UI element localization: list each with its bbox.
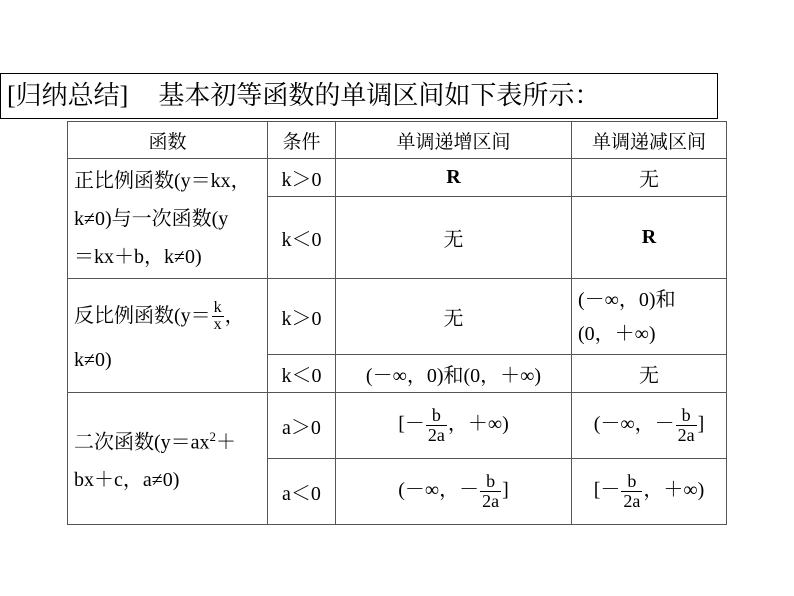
function-linear-line3: ＝kx＋b，k≠0)	[74, 245, 202, 268]
decreasing-cell	[572, 393, 727, 459]
interval-prefix: (－∞，－	[398, 479, 480, 502]
decreasing-cell: 无	[572, 355, 727, 393]
monotonic-interval-table	[67, 121, 727, 525]
function-quadratic-post: ＋	[216, 431, 237, 454]
interval-prefix: [－	[398, 413, 425, 436]
fraction-denominator: x	[213, 316, 222, 334]
interval-prefix: (－∞，－	[593, 413, 675, 436]
fraction-numerator: b	[676, 406, 697, 426]
decreasing-cell: R	[572, 197, 727, 279]
increasing-cell	[336, 393, 572, 459]
fraction-b-over-2a	[621, 472, 642, 511]
table-row	[68, 393, 727, 459]
decreasing-line1: (－∞，0)和	[578, 288, 676, 311]
heading-text: 基本初等函数的单调区间如下表所示：	[158, 81, 601, 110]
interval-prefix: [－	[593, 479, 621, 502]
function-linear	[68, 159, 268, 279]
increasing-cell: (－∞，0)和(0，＋∞)	[336, 355, 572, 393]
heading-bracket-label: [归纳总结]	[7, 81, 129, 110]
fraction-b-over-2a	[676, 406, 697, 445]
decreasing-line2: (0，＋∞)	[578, 322, 656, 345]
interval-suffix: ]	[502, 479, 509, 502]
function-inverse-post: ，	[224, 304, 245, 327]
fraction-k-over-x	[212, 300, 224, 335]
increasing-cell: 无	[336, 279, 572, 355]
decreasing-cell	[572, 279, 727, 355]
table-row	[68, 279, 727, 355]
increasing-cell: R	[336, 159, 572, 197]
interval-suffix: ]	[697, 413, 705, 436]
condition-cell: k＞0	[268, 159, 336, 197]
increasing-cell	[336, 459, 572, 525]
condition-cell: a＞0	[268, 393, 336, 459]
fraction-denominator: 2a	[482, 491, 500, 511]
function-quadratic-line2: bx＋c，a≠0)	[74, 469, 180, 492]
fraction-numerator: b	[480, 472, 501, 492]
fraction-b-over-2a	[480, 472, 501, 511]
function-inverse	[68, 279, 268, 393]
decreasing-cell	[572, 459, 727, 525]
function-linear-line2: k≠0)与一次函数(y	[74, 207, 229, 230]
fraction-denominator: 2a	[677, 425, 695, 445]
increasing-cell: 无	[336, 197, 572, 279]
condition-cell: k＜0	[268, 197, 336, 279]
exponent: 2	[209, 428, 217, 444]
decreasing-cell: 无	[572, 159, 727, 197]
table-row	[68, 159, 727, 197]
function-quadratic	[68, 393, 268, 525]
condition-cell: a＜0	[268, 459, 336, 525]
header-decreasing: 单调递减区间	[572, 122, 727, 159]
header-increasing: 单调递增区间	[336, 122, 572, 159]
condition-cell: k＞0	[268, 279, 336, 355]
table-header-row	[68, 122, 727, 159]
header-condition: 条件	[268, 122, 336, 159]
interval-suffix: ，＋∞)	[447, 413, 509, 436]
fraction-numerator: b	[621, 472, 642, 492]
condition-cell: k＜0	[268, 355, 336, 393]
fraction-numerator: k	[213, 298, 222, 316]
fraction-b-over-2a	[426, 406, 447, 445]
header-function: 函数	[68, 122, 268, 159]
function-inverse-pre: 反比例函数(y＝	[74, 304, 211, 327]
fraction-denominator: 2a	[623, 491, 641, 511]
fraction-denominator: 2a	[427, 425, 445, 445]
function-inverse-line2: k≠0)	[74, 348, 112, 371]
fraction-numerator: b	[426, 406, 447, 426]
summary-heading	[0, 73, 718, 119]
function-quadratic-pre: 二次函数(y＝ax	[74, 431, 210, 454]
interval-suffix: ，＋∞)	[643, 479, 705, 502]
function-linear-line1: 正比例函数(y＝kx，	[74, 169, 251, 192]
